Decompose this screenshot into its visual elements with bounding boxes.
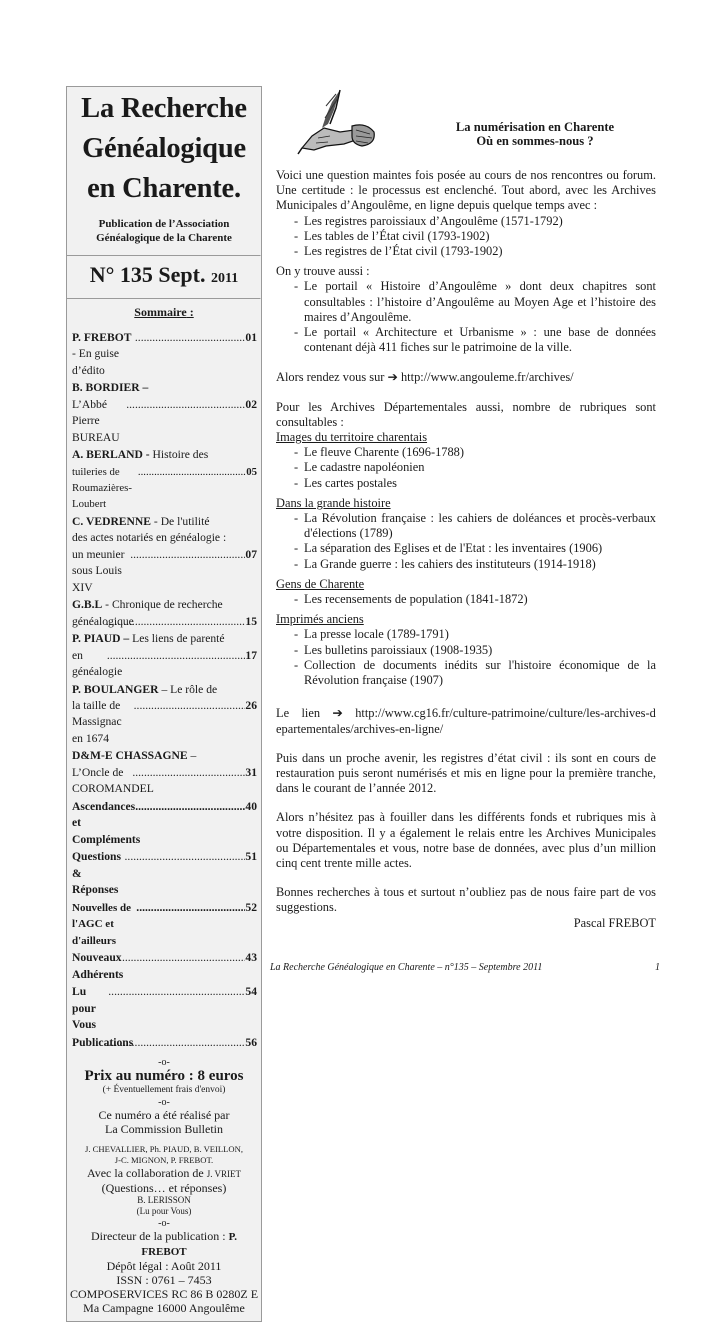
article-title	[400, 120, 670, 148]
list-item: - Le portail « Architecture et Urbanisme » : une base de données contenant déjà 411 fiches sur le patrimoine de la ville.	[294, 325, 656, 355]
list	[276, 627, 656, 688]
list-item: - Les registres paroissiaux d’Angoulême (1571-1792)	[294, 214, 656, 229]
toc-title: la taille de Massignac en 1674	[72, 699, 122, 745]
collab-label: Avec la collaboration de	[86, 1165, 207, 1180]
list-item: - Le portail « Histoire d’Angoulême » dont deux chapitres sont consultables : l’histoire d’Angoulême au Moyen Age et l’histoire des maires d’Angoulême.	[294, 279, 656, 325]
sommaire-label: Sommaire	[134, 305, 187, 319]
toc-title: - Chronique de recherche	[102, 598, 223, 612]
toc-entry[interactable]	[72, 748, 257, 797]
sidebar-box	[66, 86, 262, 1322]
toc-page: 43	[245, 951, 257, 965]
list-item: - Les tables de l’État civil (1793-1902)	[294, 229, 656, 244]
list-item: - La Grande guerre : les cahiers des instituteurs (1914-1918)	[294, 557, 656, 572]
sommaire-heading	[67, 304, 261, 320]
toc-entry[interactable]	[72, 447, 257, 513]
toc-page: 26	[245, 699, 257, 713]
list-item: - La Révolution française : les cahiers de doléances et procès-verbaux d'élections (1789)	[294, 511, 656, 541]
subtitle-line: Où en sommes-nous ?	[476, 134, 594, 148]
publisher	[67, 217, 261, 245]
toc-title: généalogique	[72, 614, 134, 628]
toc-author: B. BORDIER –	[72, 381, 149, 395]
masthead-line: en Charente.	[87, 173, 241, 204]
publisher-line: Publication de l’Association	[98, 218, 230, 230]
publisher-line: Généalogique de la Charente	[96, 232, 232, 244]
divider	[67, 255, 261, 256]
paragraph: Bonnes recherches à tous et surtout n’oubliez pas de nous faire part de vos suggestions.	[276, 885, 656, 915]
toc-entry[interactable]	[72, 900, 257, 949]
toc-page: 17	[245, 648, 257, 662]
toc-entry[interactable]	[72, 984, 257, 1033]
toc-author: G.B.L	[72, 598, 103, 612]
director-name: P. FREBOT	[141, 1230, 238, 1258]
toc-page: 56	[245, 1035, 257, 1049]
toc-title: tuileries de Roumazières-Loubert	[72, 465, 132, 511]
quill-hand-icon	[296, 88, 378, 156]
toc-title: en généalogie	[72, 648, 123, 679]
toc-title: - En guise d’édito	[72, 347, 120, 377]
list-item: - Les bulletins paroissiaux (1908-1935)	[294, 643, 656, 658]
toc-page: 40	[245, 799, 257, 813]
title-line: La numérisation en Charente	[455, 120, 615, 134]
toc-title: – Le rôle de	[158, 682, 218, 696]
price-note: (+ Éventuellement frais d'envoi)	[102, 1084, 226, 1095]
issue-number	[67, 258, 261, 296]
toc-entry[interactable]	[72, 330, 257, 379]
price: Prix au numéro : 8 euros	[84, 1067, 244, 1084]
toc-author: P. BOULANGER	[72, 682, 159, 696]
issue-label: N° 135 Sept.	[89, 262, 206, 287]
article-body	[276, 168, 656, 950]
toc-entry[interactable]	[72, 849, 257, 898]
divider	[67, 298, 261, 299]
toc-title: Questions & Réponses	[72, 850, 121, 897]
collab2-role: (Lu pour Vous)	[136, 1205, 192, 1216]
masthead-line: La Recherche	[81, 93, 247, 124]
toc-entry[interactable]	[72, 950, 257, 983]
list-item: - Collection de documents inédits sur l'histoire économique de la Révolution française (1907)	[294, 658, 656, 688]
toc-title: Lu pour Vous	[72, 985, 97, 1031]
collab-name: J. VRIET	[206, 1168, 242, 1179]
toc-page: 07	[245, 547, 257, 561]
legal-line: Dépôt légal : Août 2011	[106, 1258, 222, 1273]
paragraph: Pour les Archives Départementales aussi, nombre de rubriques sont consultables :	[276, 399, 656, 429]
toc-entry[interactable]	[72, 1035, 257, 1051]
issue-year: 2011	[211, 271, 239, 286]
sommaire-colon: :	[186, 305, 194, 319]
toc-title: Publications	[72, 1035, 134, 1049]
list	[276, 279, 656, 355]
toc-title: L’Abbé Pierre BUREAU	[72, 397, 120, 444]
list-item: - Les registres de l’État civil (1793-1902)	[294, 244, 656, 259]
paragraph: Puis dans un proche avenir, les registres d’état civil : ils sont en cours de restauration puis seront numérisés et mis en ligne pour la première tranche, dans le courant de l’année 2012.	[276, 750, 656, 796]
legal-line: COMPOSERVICES RC 86 B 0280Z E	[69, 1286, 259, 1301]
list-item: - Les cartes postales	[294, 476, 656, 491]
masthead	[67, 89, 261, 209]
credit-line: Ce numéro a été réalisé par	[98, 1107, 230, 1122]
toc-title: L’Oncle de COROMANDEL	[72, 765, 154, 796]
page-number: 1	[655, 962, 660, 973]
toc-title: un meunier sous Louis XIV	[72, 547, 125, 594]
toc-entry[interactable]	[72, 799, 257, 848]
director-label: Directeur de la publication :	[90, 1228, 229, 1243]
list	[276, 214, 656, 260]
toc-entry[interactable]	[72, 380, 257, 446]
toc-author: C. VEDRENNE	[72, 515, 152, 529]
legal-line: ISSN : 0761 – 7453	[116, 1272, 212, 1287]
toc-page: 05	[246, 465, 257, 478]
right-column	[270, 168, 660, 994]
toc-title: Les liens de parenté	[129, 632, 225, 646]
signature: Pascal FREBOT	[573, 915, 656, 930]
toc-author: A. BERLAND -	[72, 448, 150, 462]
arrow-icon: ➔	[387, 369, 398, 385]
page-footer	[270, 962, 660, 994]
credit-line: La Commission Bulletin	[104, 1121, 223, 1136]
list-item: - La séparation des Eglises et de l'Etat : les inventaires (1906)	[294, 541, 656, 556]
toc-title: - De l'utilité	[151, 515, 210, 529]
toc-entry[interactable]	[72, 631, 257, 680]
members-line: J-C. MIGNON, P. FREBOT.	[114, 1154, 214, 1165]
toc-title: –	[187, 749, 197, 763]
toc-title: Nouvelles de l'AGC et d'ailleurs	[72, 901, 131, 947]
section-heading: Gens de Charente	[276, 576, 365, 591]
link-cg16[interactable]: Le lien ➔ http://www.cg16.fr/culture-patrimoine/culture/les-archives-departementales/archives-en-ligne/	[276, 706, 656, 736]
running-title: La Recherche Généalogique en Charente – n°135 – Septembre 2011	[270, 962, 543, 973]
paragraph	[276, 369, 656, 385]
toc-title: Histoire des	[149, 448, 209, 462]
paragraph: Voici une question maintes fois posée au cours de nos rencontres ou forum. Une certitude : le processus est enclenché. Tout abord, avec les Archives Municipales d’Angoulême, en ligne depuis quelque temps avec :	[276, 168, 656, 213]
list-item: - Le cadastre napoléonien	[294, 460, 656, 475]
list	[276, 592, 656, 607]
toc-author: P. PIAUD –	[72, 632, 130, 646]
link-angouleme[interactable]: http://www.angouleme.fr/archives/	[397, 370, 574, 385]
toc-page: 31	[245, 765, 257, 779]
toc-page: 51	[245, 850, 257, 864]
separator: -o-	[158, 1096, 170, 1108]
separator: -o-	[158, 1217, 170, 1229]
table-of-contents	[67, 330, 261, 1051]
toc-author: P. FREBOT	[72, 331, 132, 344]
list-item: - Les recensements de population (1841-1872)	[294, 592, 656, 607]
list-item: - La presse locale (1789-1791)	[294, 627, 656, 642]
list-item: - Le fleuve Charente (1696-1788)	[294, 445, 656, 460]
toc-page: 02	[245, 397, 257, 411]
text: Alors rendez vous sur	[276, 370, 388, 385]
toc-title: des actes notariés en généalogie :	[72, 531, 227, 545]
section-heading: Dans la grande histoire	[276, 495, 391, 510]
toc-author: D&M-E CHASSAGNE	[72, 749, 188, 763]
separator: -o-	[158, 1056, 170, 1068]
toc-entry[interactable]	[72, 514, 257, 596]
toc-page: 15	[245, 614, 257, 628]
paragraph: On y trouve aussi :	[276, 264, 370, 279]
paragraph: Alors n’hésitez pas à fouiller dans les différents fonds et rubriques mis à votre disposition. Il y a également le relais entre les Archives Municipales ou Départementales et vous, notre base de données, avec plus d’un million cinq cent trente mille actes.	[276, 810, 656, 870]
legal-line: Ma Campagne 16000 Angoulême	[83, 1300, 245, 1315]
masthead-line: Généalogique	[82, 133, 246, 164]
members-line: J. CHEVALLIER, Ph. PIAUD, B. VEILLON,	[85, 1143, 243, 1154]
section-heading: Images du territoire charentais	[276, 430, 428, 445]
toc-entry[interactable]	[72, 597, 257, 630]
toc-page: 54	[245, 985, 257, 999]
collab-role: (Questions… et réponses)	[101, 1180, 227, 1195]
list	[276, 445, 656, 491]
toc-title: Ascendances et Compléments	[72, 799, 141, 846]
toc-title: Nouveaux Adhérents	[72, 951, 124, 981]
toc-page: 01	[245, 331, 257, 344]
section-heading: Imprimés anciens	[276, 612, 364, 627]
list	[276, 511, 656, 572]
collab2-name: B. LERISSON	[137, 1194, 191, 1205]
toc-entry[interactable]	[72, 682, 257, 748]
toc-page: 52	[245, 900, 257, 914]
